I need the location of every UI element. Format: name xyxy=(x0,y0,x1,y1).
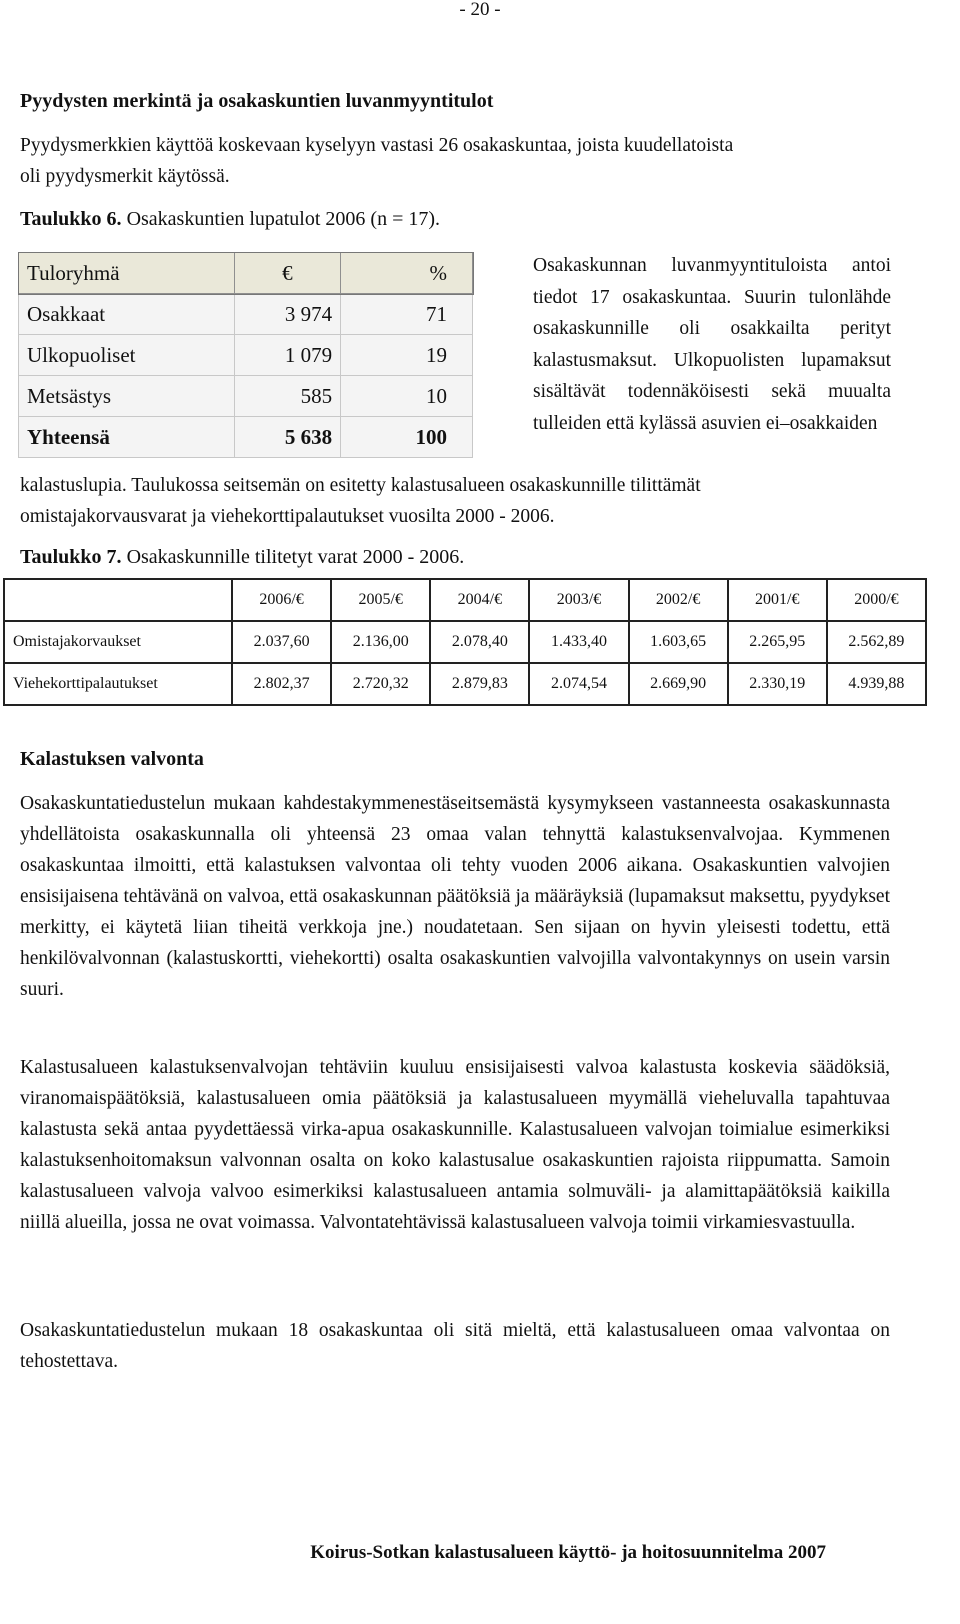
continuation-line: omistajakorvausvarat ja viehekorttipalautukset vuosilta 2000 - 2006. xyxy=(20,506,555,527)
section-heading-luvanmyynti: Pyydysten merkintä ja osakaskuntien luvanmyyntitulot xyxy=(20,90,494,112)
table6 xyxy=(18,252,473,458)
table7-cell: Viehekorttipalautukset xyxy=(4,663,232,705)
table7-caption-label: Taulukko 7. xyxy=(20,546,122,568)
table6-caption xyxy=(20,208,440,231)
table6-cell: 71 xyxy=(341,294,473,335)
table7-cell: 2.802,37 xyxy=(232,663,331,705)
table7-header-cell: 2004/€ xyxy=(430,579,529,621)
table7-header-cell: 2005/€ xyxy=(331,579,430,621)
table6-cell: 585 xyxy=(234,376,340,417)
table7-header-cell xyxy=(4,579,232,621)
table-row xyxy=(19,376,473,417)
table7-cell: 1.603,65 xyxy=(629,621,728,663)
table7-cell: 2.037,60 xyxy=(232,621,331,663)
table7-cell: 2.078,40 xyxy=(430,621,529,663)
table7-caption-text: Osakaskunnille tilitetyt varat 2000 - 2006. xyxy=(121,546,465,568)
table6-header-cell: € xyxy=(234,253,340,294)
table7-header-row xyxy=(4,579,926,621)
intro-line: oli pyydysmerkit käytössä. xyxy=(20,166,230,187)
table6-header-cell: % xyxy=(341,253,473,294)
valvonta-paragraph-1: Osakaskuntatiedustelun mukaan kahdestakymmenestäseitsemästä kysymykseen vastanneesta osakaskunnasta yhdellätoista osakaskunnalla oli yhteensä 23 omaa valan tehnyttä kalastuksenvalvojaa. Kymmenen osakaskuntaa ilmoitti, että kalastuksen valvontaa oli tehty vuoden 2006 aikana. Osakaskuntien valvojien ensisijaisena tehtävänä on valvoa, että osakaskunnan päätöksiä ja määräyksiä (lupamaksut maksettu, pyydykset merkitty, ei käytetä liian tiheitä verkkoja jne.) noudatetaan. Sen sijaan on hyvin yleisesti todettu, että henkilövalvonnan (kalastuskortti, viehekortti) osalta osakaskuntien valvojilla valvontakynnys on usein varsin suuri. xyxy=(20,793,890,1000)
table-row xyxy=(4,621,926,663)
valvonta-paragraph-2: Kalastusalueen kalastuksenvalvojan tehtäviin kuuluu ensisijaisesti valvoa kalastusta koskevia säädöksiä, viranomaispäätöksiä, kalastusalueen omia päätöksiä ja kalastusalueen myymällä vieheluvalla tapahtuvaa kalastusta sekä antaa pyydettäessä virka-apua osakaskunnille. Kalastusalueen valvojan toimialue esimerkiksi kalastuksenhoitomaksun valvonnan osalta on koko kalastusalue osakaskuntien rajoista riippumatta. Samoin kalastusalueen valvoja valvoo esimerkiksi kalastusalueen antamia solmuväli- ja alamittapäätöksiä kaikilla niillä alueilla, jossa ne ovat voimassa. Valvontatehtävissä kalastusalueen valvoja toimii virkamiesvastuulla. xyxy=(20,1057,890,1233)
table7-cell: 2.720,32 xyxy=(331,663,430,705)
table6-cell: 3 974 xyxy=(234,294,340,335)
section-heading-valvonta: Kalastuksen valvonta xyxy=(20,748,204,770)
table7-cell: 2.265,95 xyxy=(728,621,827,663)
page-footer: Koirus-Sotkan kalastusalueen käyttö- ja hoitosuunnitelma 2007 xyxy=(310,1542,826,1563)
table7-cell: 1.433,40 xyxy=(529,621,628,663)
table6-cell: 19 xyxy=(341,335,473,376)
table6-cell: 1 079 xyxy=(234,335,340,376)
table6-caption-text: Osakaskuntien lupatulot 2006 (n = 17). xyxy=(121,208,441,230)
table7-cell: 2.136,00 xyxy=(331,621,430,663)
table6-cell: Metsästys xyxy=(19,376,235,417)
table7-header-cell: 2002/€ xyxy=(629,579,728,621)
table7-header-cell: 2001/€ xyxy=(728,579,827,621)
table7-cell: 2.669,90 xyxy=(629,663,728,705)
table7 xyxy=(3,578,927,706)
table6-total-row xyxy=(19,417,473,458)
table6-total-cell: 5 638 xyxy=(234,417,340,458)
table7-header-cell: 2006/€ xyxy=(232,579,331,621)
table-row xyxy=(19,294,473,335)
valvonta-paragraph-3: Osakaskuntatiedustelun mukaan 18 osakaskuntaa oli sitä mieltä, että kalastusalueen omaa valvontaa on tehostettava. xyxy=(20,1320,890,1372)
table6-total-cell: Yhteensä xyxy=(19,417,235,458)
table7-cell: 2.330,19 xyxy=(728,663,827,705)
table7-header-cell: 2000/€ xyxy=(827,579,926,621)
table6-cell: Osakkaat xyxy=(19,294,235,335)
table6-header-row xyxy=(19,253,473,294)
table6-header-cell: Tuloryhmä xyxy=(19,253,235,294)
table7-cell: 2.879,83 xyxy=(430,663,529,705)
table-row xyxy=(4,663,926,705)
intro-line: Pyydysmerkkien käyttöä koskevaan kyselyyn vastasi 26 osakaskuntaa, joista kuudellatoista xyxy=(20,135,734,156)
table-row xyxy=(19,335,473,376)
page-number: - 20 - xyxy=(459,0,501,20)
continuation-line: kalastuslupia. Taulukossa seitsemän on esitetty kalastusalueen osakaskunnille tilittämät xyxy=(20,475,701,496)
table7-caption xyxy=(20,546,464,569)
continuation-paragraph xyxy=(20,470,890,532)
table7-cell: Omistajakorvaukset xyxy=(4,621,232,663)
table6-cell: Ulkopuoliset xyxy=(19,335,235,376)
table7-cell: 2.562,89 xyxy=(827,621,926,663)
table6-caption-label: Taulukko 6. xyxy=(20,208,122,230)
side-paragraph: Osakaskunnan luvanmyyntituloista antoi tiedot 17 osakaskuntaa. Suurin tulonlähde osakaskunnille oli osakkailta perityt kalastusmaksut. Ulkopuolisten lupamaksut sisältävät todennäköisesti sekä muualta tulleiden että kylässä asuvien ei–osakkaiden xyxy=(533,255,891,434)
table6-cell: 10 xyxy=(341,376,473,417)
intro-paragraph xyxy=(20,130,890,192)
table6-total-cell: 100 xyxy=(341,417,473,458)
table7-cell: 4.939,88 xyxy=(827,663,926,705)
table7-cell: 2.074,54 xyxy=(529,663,628,705)
table7-header-cell: 2003/€ xyxy=(529,579,628,621)
